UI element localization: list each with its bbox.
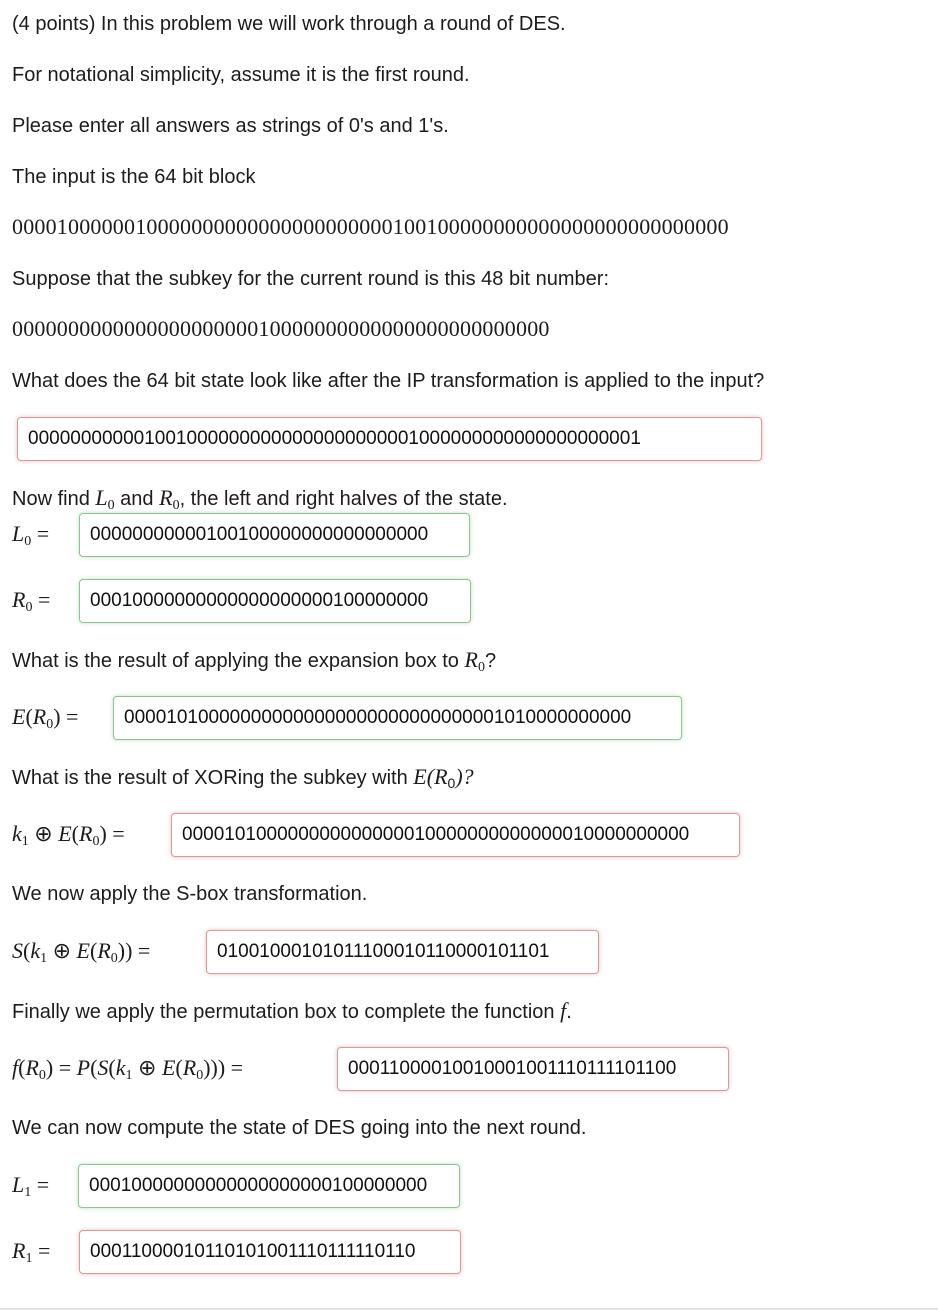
sbox-e: E <box>76 938 90 963</box>
question-halves-pre: Now find <box>12 488 96 510</box>
question-ip: What does the 64 bit state look like after the IP transformation is applied to the input? <box>12 370 765 392</box>
l0-sub: 0 <box>24 534 32 549</box>
r0-answer-input[interactable]: 00010000000000000000000100000000 <box>79 579 471 623</box>
pbox-r: R <box>25 1055 39 1080</box>
r0-eq: = <box>32 587 51 612</box>
xor-op: ⊕ <box>28 821 59 846</box>
r1-answer-input[interactable]: 00011000010110101001110111110110 <box>79 1230 461 1274</box>
l0-eq: = <box>31 521 50 546</box>
question-halves-and: and <box>114 488 160 510</box>
er0-r: R <box>32 704 47 729</box>
sbox-open: ( <box>23 938 31 963</box>
question-sbox: We now apply the S-box transformation. <box>12 883 368 905</box>
er0-close: ) = <box>53 704 79 729</box>
pbox-mid: ) = <box>45 1055 77 1080</box>
l0-symbol <box>95 485 115 513</box>
question-xor-pre: What is the result of XORing the subkey with <box>12 767 414 789</box>
l-subscript: 0 <box>107 498 115 513</box>
r0-symbol <box>159 485 180 513</box>
question-xor <box>12 765 474 790</box>
er0-open: ( <box>25 704 33 729</box>
r-subscript: 0 <box>172 498 180 513</box>
sbox-answer-input[interactable]: 01001000101011100010110000101101 <box>206 930 599 974</box>
r1-label <box>12 1237 50 1265</box>
pbox-open: ( <box>18 1055 26 1080</box>
input-block-value: 0000100000010000000000000000000000100100000000000000000000000000 <box>12 214 729 239</box>
xor-e: E <box>58 821 72 846</box>
sbox-s: S <box>12 938 23 963</box>
expansion-r0 <box>464 647 485 675</box>
r1-sub: 1 <box>25 1251 33 1266</box>
question-pbox-pre: Finally we apply the permutation box to complete the function <box>12 1001 561 1023</box>
intro-line-2: For notational simplicity, assume it is the first round. <box>12 64 470 86</box>
xor-ksub: 1 <box>21 834 29 849</box>
pbox-f: f <box>12 1055 19 1080</box>
pbox-rsub: 0 <box>38 1068 46 1083</box>
intro-line-4: The input is the 64 bit block <box>12 166 256 188</box>
xor-r: R <box>78 821 93 846</box>
intro-line-3: Please enter all answers as strings of 0's and 1's. <box>12 115 449 137</box>
l0-answer-input[interactable]: 00000000000100100000000000000000 <box>79 513 470 557</box>
sbox-ksub: 1 <box>40 951 48 966</box>
pbox-open4: ( <box>175 1055 183 1080</box>
pbox-open2: ( <box>90 1055 98 1080</box>
question-xor-r: R <box>434 764 448 789</box>
pbox-label <box>12 1054 243 1082</box>
r0-label <box>12 586 50 614</box>
question-pbox <box>12 999 572 1024</box>
r0-sub: 0 <box>25 600 33 615</box>
question-halves-post: , the left and right halves of the state. <box>179 488 508 510</box>
question-xor-close: )? <box>455 764 474 789</box>
sbox-close: )) = <box>117 938 151 963</box>
subkey-text: Suppose that the subkey for the current round is this 48 bit number: <box>12 268 610 290</box>
l0-letter: L <box>12 521 25 546</box>
question-expansion-post: ? <box>484 650 497 672</box>
pbox-open3: ( <box>108 1055 116 1080</box>
xor-label <box>12 820 125 848</box>
xor-k: k <box>12 821 22 846</box>
er0-e: E <box>12 704 26 729</box>
sbox-k: k <box>30 938 41 963</box>
pbox-ksub: 1 <box>125 1068 133 1083</box>
r1-eq: = <box>32 1238 51 1263</box>
question-xor-sub: 0 <box>447 775 456 791</box>
l1-label <box>12 1171 49 1199</box>
xor-close: ) = <box>99 821 125 846</box>
pbox-k: k <box>115 1055 126 1080</box>
ip-answer-input[interactable]: 0000000000010010000000000000000000001000000000000000000001 <box>17 417 762 461</box>
r-letter: R <box>159 485 173 510</box>
xor-rsub: 0 <box>92 834 100 849</box>
pbox-answer-input[interactable]: 00011000010010001001110111101100 <box>337 1047 729 1091</box>
question-expansion-pre: What is the result of applying the expansion box to <box>12 650 465 672</box>
xor-open: ( <box>71 821 79 846</box>
expansion-r-letter: R <box>464 647 478 672</box>
r0-letter: R <box>12 587 26 612</box>
l1-sub: 1 <box>24 1185 32 1200</box>
question-next-round: We can now compute the state of DES going into the next round. <box>12 1117 587 1139</box>
er0-sub: 0 <box>46 717 54 732</box>
intro-line-1: (4 points) In this problem we will work through a round of DES. <box>12 13 566 35</box>
pbox-s: S <box>97 1055 109 1080</box>
l-letter: L <box>95 485 108 510</box>
l0-label <box>12 520 49 548</box>
pbox-r2: R <box>182 1055 197 1080</box>
question-pbox-post: . <box>566 1001 572 1023</box>
sbox-rsub: 0 <box>110 951 118 966</box>
subkey-value: 000000000000000000000010000000000000000000000000 <box>12 316 550 341</box>
pbox-close: ))) = <box>203 1055 244 1080</box>
er0-answer-input[interactable]: 000010100000000000000000000000000001010000000000 <box>113 696 682 740</box>
l1-letter: L <box>12 1172 25 1197</box>
sbox-open2: ( <box>89 938 98 963</box>
question-xor-open: ( <box>426 764 435 789</box>
sbox-r: R <box>97 938 111 963</box>
pbox-p: P <box>76 1055 91 1080</box>
question-halves <box>12 486 508 511</box>
pbox-op: ⊕ <box>132 1055 162 1080</box>
pbox-r2sub: 0 <box>196 1068 204 1083</box>
l1-eq: = <box>31 1172 50 1197</box>
question-expansion <box>12 648 496 673</box>
sbox-label <box>12 937 150 965</box>
r1-letter: R <box>12 1238 26 1263</box>
pbox-e: E <box>161 1055 176 1080</box>
sbox-op: ⊕ <box>47 938 77 963</box>
er0-label <box>12 703 78 731</box>
question-pbox-f: f <box>560 998 567 1023</box>
expansion-r-sub: 0 <box>477 660 485 675</box>
question-xor-e: E <box>413 764 427 789</box>
l1-answer-input[interactable]: 00010000000000000000000100000000 <box>78 1164 460 1208</box>
xor-answer-input[interactable]: 000010100000000000000010000000000000010000000000 <box>171 813 740 857</box>
